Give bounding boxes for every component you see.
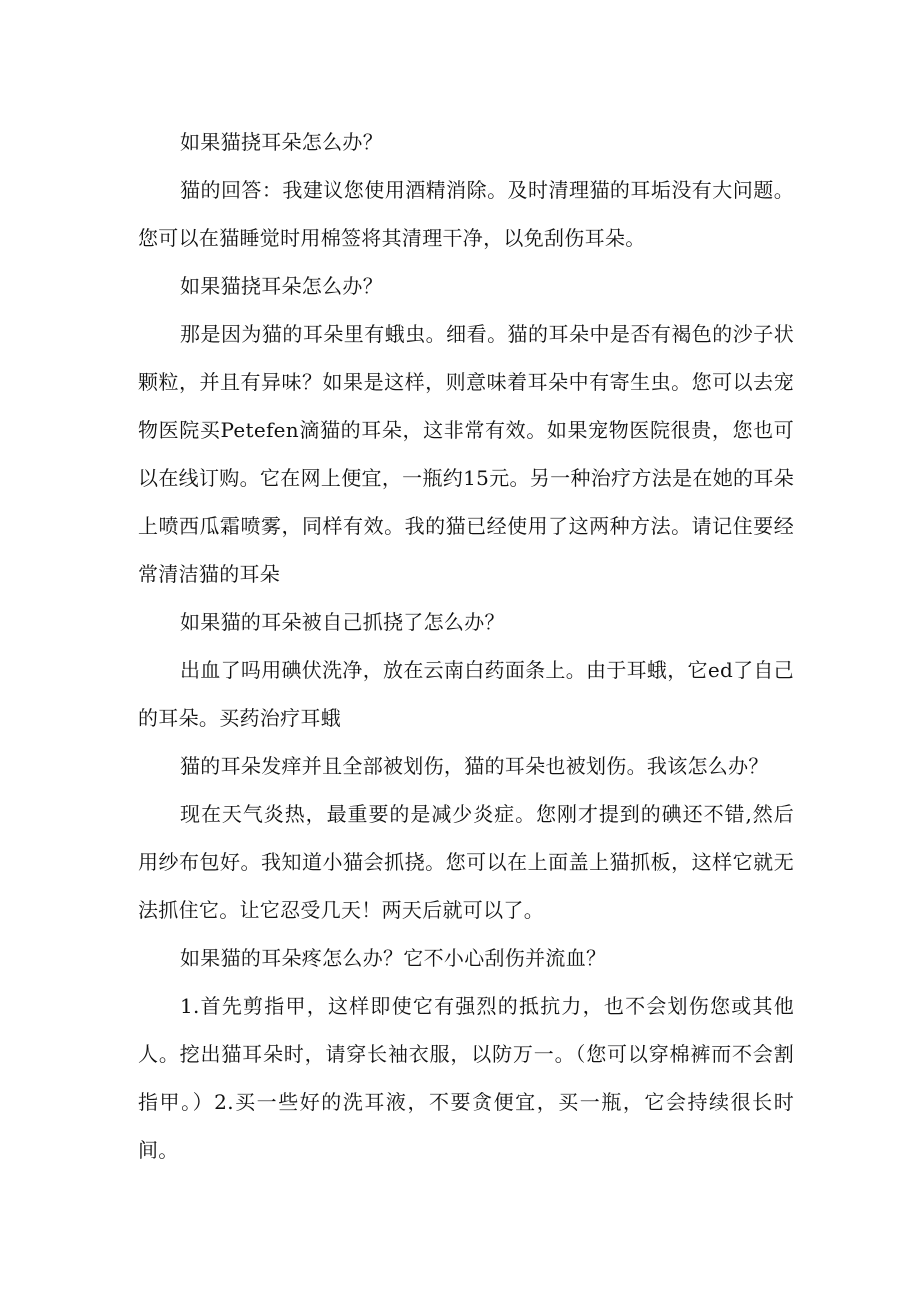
paragraph-question-3: 如果猫的耳朵被自己抓挠了怎么办？ bbox=[180, 610, 505, 634]
paragraph-answer-3: 出血了吗用碘伏洗净，放在云南白药面条上。由于耳蛾，它ed了自己的耳朵。买药治疗耳蛾 bbox=[138, 658, 794, 730]
document-body bbox=[138, 118, 794, 1174]
paragraph-answer-4: 现在天气炎热，最重要的是减少炎症。您刚才提到的碘还不错,然后用纱布包好。我知道小猫会抓挠。您可以在上面盖上猫抓板，这样它就无法抓住它。让它忍受几天！两天后就可以了。 bbox=[138, 802, 794, 922]
paragraph-answer-5: 1.首先剪指甲，这样即使它有强烈的抵抗力，也不会划伤您或其他人。挖出猫耳朵时，请穿长袖衣服，以防万一。（您可以穿棉裤而不会割指甲。）2.买一些好的洗耳液，不要贪便宜，买一瓶，它会持续很长时间。 bbox=[138, 994, 794, 1162]
paragraph-question-1: 如果猫挠耳朵怎么办？ bbox=[180, 130, 383, 154]
paragraph-question-5: 如果猫的耳朵疼怎么办？它不小心刮伤并流血？ bbox=[180, 946, 607, 970]
paragraph-answer-2: 那是因为猫的耳朵里有蛾虫。细看。猫的耳朵中是否有褐色的沙子状颗粒，并且有异味？如果是这样，则意味着耳朵中有寄生虫。您可以去宠物医院买Petefen滴猫的耳朵，这非常有效。如果宠物医院很贵，您也可以在线订购。它在网上便宜，一瓶约15元。另一种治疗方法是在她的耳朵上喷西瓜霜喷雾，同样有效。我的猫已经使用了这两种方法。请记住要经常清洁猫的耳朵 bbox=[138, 322, 794, 586]
paragraph-question-2: 如果猫挠耳朵怎么办？ bbox=[180, 274, 383, 298]
paragraph-answer-1: 猫的回答：我建议您使用酒精消除。及时清理猫的耳垢没有大问题。您可以在猫睡觉时用棉签将其清理干净，以免刮伤耳朵。 bbox=[138, 178, 794, 250]
paragraph-question-4: 猫的耳朵发痒并且全部被划伤，猫的耳朵也被划伤。我该怎么办？ bbox=[180, 754, 769, 778]
